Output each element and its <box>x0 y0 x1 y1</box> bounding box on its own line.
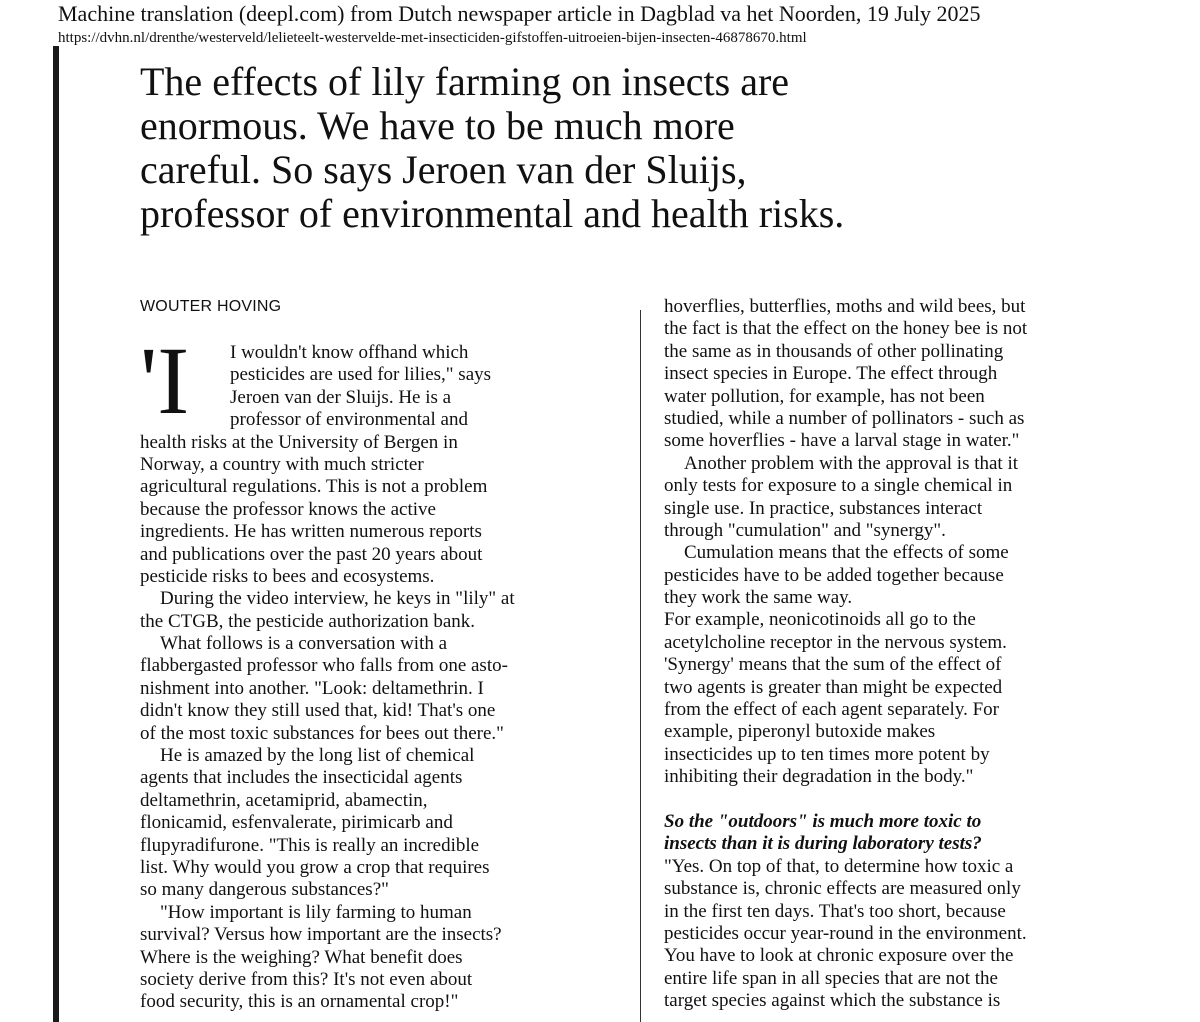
text-line: "Yes. On top of that, to determine how toxic a <box>664 855 1014 877</box>
text-line: "How important is lily farming to human <box>160 901 472 923</box>
text-line: flupyradifurone. "This is really an incredible <box>140 834 480 856</box>
text-line: survival? Versus how important are the insects? <box>140 924 502 946</box>
text-line: water pollution, for example, has not been <box>664 385 985 407</box>
headline-line: professor of environmental and health risks. <box>140 191 845 236</box>
drop-cap: 'I <box>140 327 190 434</box>
text-line: some hoverflies - have a larval stage in water." <box>664 430 1020 452</box>
interview-question-line: So the "outdoors" is much more toxic to <box>664 810 982 832</box>
translation-source-line: Machine translation (deepl.com) from Dutch newspaper article in Dagblad va het Noorden, 19 July 2025 <box>58 1 981 26</box>
text-line: ingredients. He has written numerous reports <box>140 521 482 543</box>
text-line: the fact is that the effect on the honey bee is not <box>664 318 1028 340</box>
text-line: two agents is greater than might be expected <box>664 676 1003 698</box>
text-line: Another problem with the approval is that it <box>684 452 1019 474</box>
byline: WOUTER HOVING <box>140 298 282 315</box>
column-divider <box>640 310 641 1022</box>
text-line: they work the same way. <box>664 587 853 609</box>
text-line: Cumulation means that the effects of some <box>684 542 1009 564</box>
text-line: nishment into another. "Look: deltamethrin. I <box>140 677 484 699</box>
headline <box>140 60 960 236</box>
text-line: acetylcholine receptor in the nervous system. <box>664 631 1007 653</box>
text-line: studied, while a number of pollinators - such as <box>664 407 1025 429</box>
text-line: so many dangerous substances?" <box>140 879 389 901</box>
text-line: list. Why would you grow a crop that requires <box>140 856 490 878</box>
text-line: deltamethrin, acetamiprid, abamectin, <box>140 789 428 811</box>
text-line: pesticides have to be added together because <box>664 564 1004 586</box>
text-line: pesticides are used for lilies," says <box>230 364 492 386</box>
text-line: the CTGB, the pesticide authorization bank. <box>140 610 476 632</box>
text-line: professor of environmental and <box>230 409 468 431</box>
text-line: target species against which the substance is <box>664 990 1001 1012</box>
article-url: https://dvhn.nl/drenthe/westerveld/lelieteelt-westervelde-met-insecticiden-gifstoffen-uitroeien-bijen-insecten-46878670.html <box>58 30 807 46</box>
text-line: You have to look at chronic exposure over the <box>664 945 1014 967</box>
paragraph-gap <box>664 789 1084 811</box>
text-line: For example, neonicotinoids all go to the <box>664 609 976 631</box>
text-line: example, piperonyl butoxide makes <box>664 721 936 743</box>
text-line: I wouldn't know offhand which <box>230 342 469 363</box>
text-line: flonicamid, esfenvalerate, pirimicarb and <box>140 812 453 834</box>
text-line: health risks at the University of Bergen in <box>140 431 458 453</box>
text-line: insecticides up to ten times more potent by <box>664 743 990 765</box>
text-line: What follows is a conversation with a <box>160 633 448 655</box>
interview-question-line: insects than it is during laboratory tests? <box>664 833 982 855</box>
text-line: pesticide risks to bees and ecosystems. <box>140 565 435 587</box>
text-line: During the video interview, he keys in "lily" at <box>160 588 515 610</box>
text-line: society derive from this? It's not even about <box>140 968 473 990</box>
text-line: insect species in Europe. The effect through <box>664 363 998 385</box>
text-line: of the most toxic substances for bees out there." <box>140 722 504 744</box>
text-line: flabbergasted professor who falls from one asto- <box>140 655 508 677</box>
text-line: inhibiting their degradation in the body." <box>664 766 974 788</box>
text-line: hoverflies, butterflies, moths and wild bees, but <box>664 296 1026 317</box>
text-line: food security, this is an ornamental crop!" <box>140 991 459 1013</box>
left-column <box>140 342 620 1014</box>
text-line: from the effect of each agent separately. For <box>664 699 999 721</box>
text-line: agents that includes the insecticidal agents <box>140 767 463 789</box>
text-line: because the professor knows the active <box>140 498 436 520</box>
text-line: the same as in thousands of other pollinating <box>664 340 1004 362</box>
left-margin-bar <box>53 46 59 1022</box>
text-line: through "cumulation" and "synergy". <box>664 519 946 541</box>
text-line: Jeroen van der Sluijs. He is a <box>230 386 452 408</box>
text-line: in the first ten days. That's too short, because <box>664 900 1006 922</box>
text-line: substance is, chronic effects are measured only <box>664 878 1021 900</box>
text-line: Where is the weighing? What benefit does <box>140 946 463 968</box>
right-column <box>664 296 1084 1013</box>
text-line: entire life span in all species that are not the <box>664 967 998 989</box>
headline-line: The effects of lily farming on insects are <box>140 59 790 104</box>
text-line: and publications over the past 20 years about <box>140 543 483 565</box>
text-line: 'Synergy' means that the sum of the effect of <box>664 654 1002 676</box>
text-line: only tests for exposure to a single chemical in <box>664 475 1013 497</box>
text-line: Norway, a country with much stricter <box>140 453 424 475</box>
text-line: single use. In practice, substances interact <box>664 497 983 519</box>
text-line: pesticides occur year-round in the environment. <box>664 922 1027 944</box>
text-line: He is amazed by the long list of chemical <box>160 745 475 767</box>
headline-line: enormous. We have to be much more <box>140 103 735 148</box>
headline-line: careful. So says Jeroen van der Sluijs, <box>140 147 747 192</box>
text-line: didn't know they still used that, kid! That's one <box>140 700 496 722</box>
text-line: agricultural regulations. This is not a problem <box>140 476 488 498</box>
